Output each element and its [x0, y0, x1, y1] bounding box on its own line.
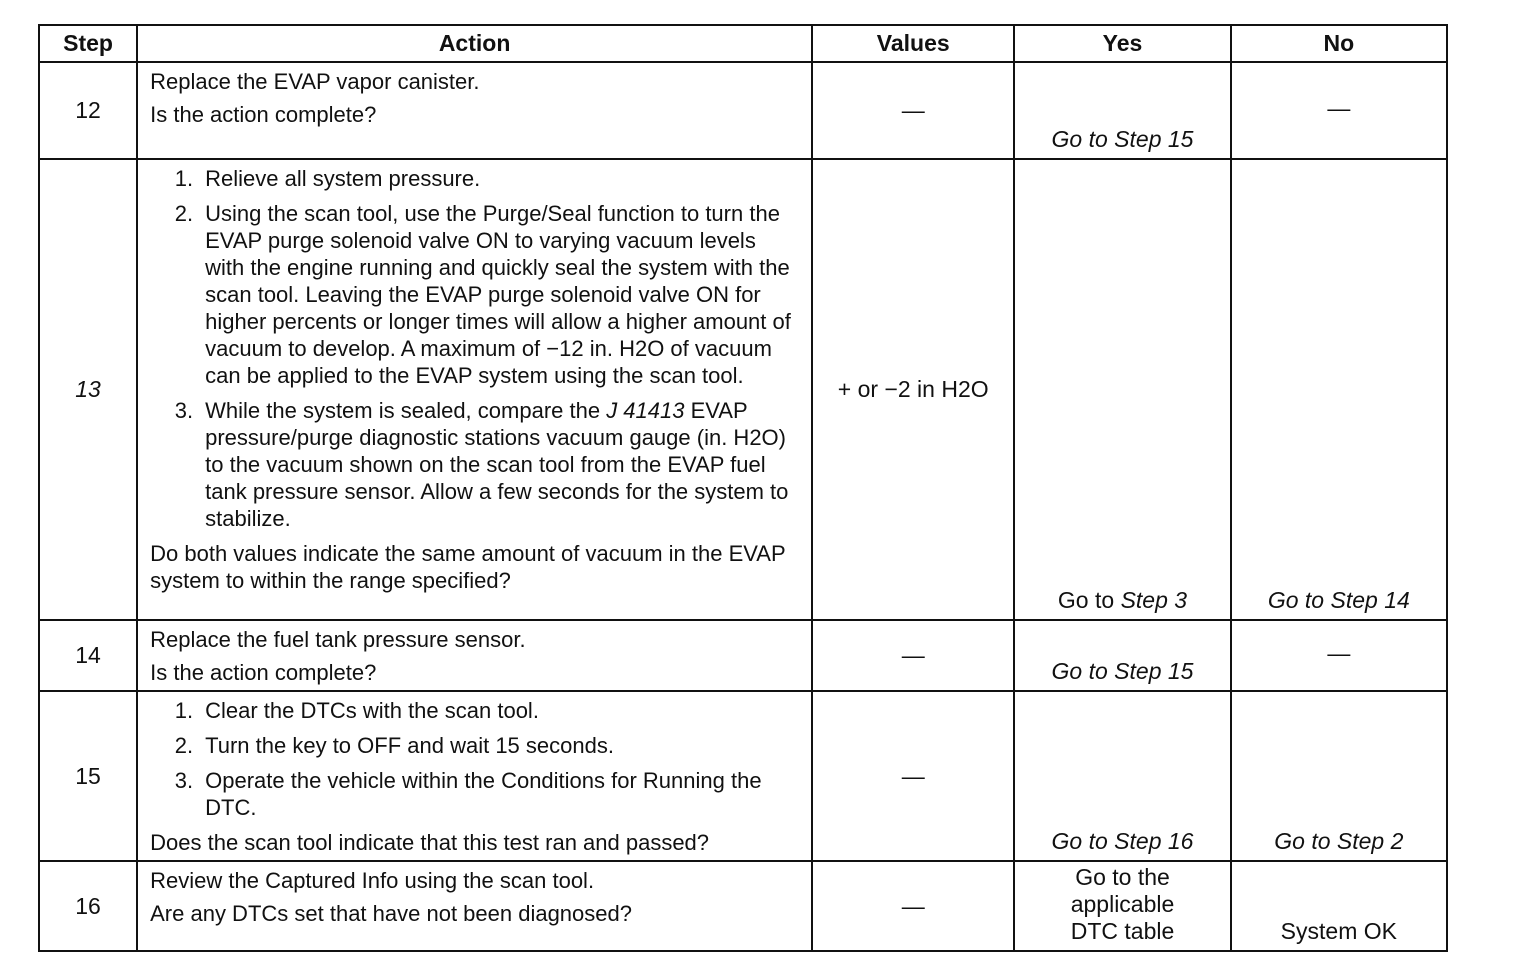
- list-item: [150, 165, 799, 192]
- action-line: Replace the fuel tank pressure sensor.: [150, 627, 526, 652]
- no-cell: [1231, 159, 1447, 620]
- list-item: [150, 732, 799, 759]
- list-number: 1.: [174, 166, 194, 191]
- tool-reference: J 41413: [606, 398, 685, 423]
- yes-cell: Go to Step 15: [1014, 620, 1230, 691]
- yes-prefix: Go to: [1057, 587, 1121, 613]
- list-number: 3.: [174, 398, 194, 423]
- action-cell: [137, 691, 812, 861]
- step-number: 15: [39, 691, 137, 861]
- header-step: Step: [39, 25, 137, 62]
- table-row-step-15: [39, 691, 1447, 861]
- value-cell: —: [812, 691, 1014, 861]
- list-text: Relieve all system pressure.: [205, 166, 481, 191]
- yes-step: Step 3: [1120, 587, 1188, 613]
- step-number: 16: [39, 861, 137, 951]
- action-list: [150, 697, 799, 821]
- header-action: Action: [137, 25, 812, 62]
- list-text: Operate the vehicle within the Conditions for Running the DTC.: [205, 768, 762, 820]
- action-cell: [137, 159, 812, 620]
- yes-cell: Go to Step 16: [1014, 691, 1230, 861]
- header-yes: Yes: [1014, 25, 1230, 62]
- action-question: Are any DTCs set that have not been diagnosed?: [150, 901, 632, 926]
- list-item: [150, 200, 799, 389]
- table-row-step-13: [39, 159, 1447, 620]
- action-question: Is the action complete?: [150, 660, 377, 685]
- list-number: 1.: [174, 698, 194, 723]
- action-cell: [137, 62, 812, 159]
- list-text-part: While the system is sealed, compare the: [205, 398, 607, 423]
- diagnostic-table: [38, 24, 1448, 952]
- no-cell: —: [1231, 620, 1447, 691]
- header-values: Values: [812, 25, 1014, 62]
- step-number: 12: [39, 62, 137, 159]
- action-cell: [137, 620, 812, 691]
- no-cell: Go to Step 2: [1231, 691, 1447, 861]
- list-text: Turn the key to OFF and wait 15 seconds.: [205, 733, 614, 758]
- no-cell: —: [1231, 62, 1447, 159]
- no-cell: System OK: [1231, 861, 1447, 951]
- table-row-step-16: [39, 861, 1447, 951]
- header-no: No: [1231, 25, 1447, 62]
- table-row-step-12: [39, 62, 1447, 159]
- list-number: 2.: [174, 201, 194, 226]
- yes-cell: Go to the applicable DTC table: [1014, 861, 1230, 951]
- yes-cell: [1014, 159, 1230, 620]
- list-item: [150, 767, 799, 821]
- action-question: Is the action complete?: [150, 102, 377, 127]
- action-question: Does the scan tool indicate that this test ran and passed?: [150, 830, 710, 855]
- action-list: [150, 165, 799, 532]
- list-item: [150, 697, 799, 724]
- table-row-step-14: [39, 620, 1447, 691]
- no-step: Step 14: [1330, 587, 1410, 613]
- no-prefix: Go to: [1267, 587, 1331, 613]
- list-number: 3.: [174, 768, 194, 793]
- list-item: [150, 397, 799, 532]
- action-line: Review the Captured Info using the scan tool.: [150, 868, 595, 893]
- list-number: 2.: [174, 733, 194, 758]
- action-cell: [137, 861, 812, 951]
- step-number: 13: [39, 159, 137, 620]
- value-cell: + or −2 in H2O: [812, 159, 1014, 620]
- list-text: Clear the DTCs with the scan tool.: [205, 698, 539, 723]
- action-question: Do both values indicate the same amount of vacuum in the EVAP system to within the range specified?: [150, 541, 786, 593]
- action-line: Replace the EVAP vapor canister.: [150, 69, 480, 94]
- value-cell: —: [812, 62, 1014, 159]
- value-cell: —: [812, 620, 1014, 691]
- value-cell: —: [812, 861, 1014, 951]
- list-text-part: EVAP pressure/purge diagnostic stations vacuum gauge (in. H2O) to the vacuum shown on the scan tool from the EVAP fuel tank pressure sensor. Allow a few seconds for the system to stabilize.: [205, 398, 789, 531]
- header-row: [39, 25, 1447, 62]
- list-text: Using the scan tool, use the Purge/Seal function to turn the EVAP purge solenoid valve ON to varying vacuum levels with the engine running and quickly seal the system with the scan tool. Leaving the EVAP purge solenoid valve ON for higher percents or longer times will allow a higher amount of vacuum to develop. A maximum of −12 in. H2O of vacuum can be applied to the EVAP system using the scan tool.: [205, 201, 791, 388]
- yes-cell: Go to Step 15: [1014, 62, 1230, 159]
- list-text: [205, 397, 799, 532]
- step-number: 14: [39, 620, 137, 691]
